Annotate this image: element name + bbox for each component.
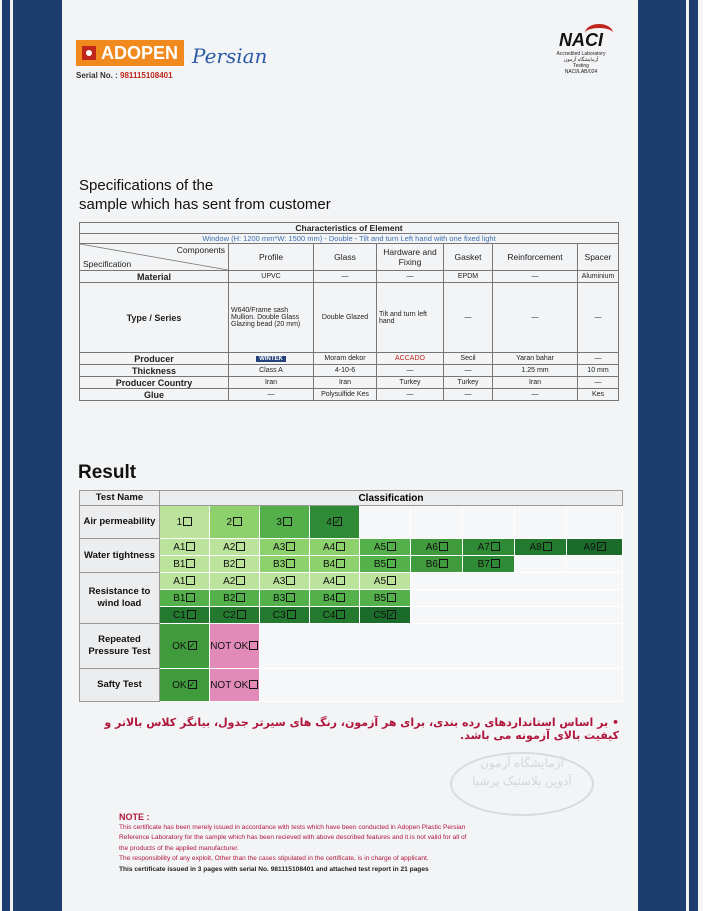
empty-cell [463, 506, 515, 539]
cell: Moram dekor [314, 353, 377, 365]
window-description: Window (H: 1200 mm*W: 1500 mm) - Double - Tilt and turn Left hand with one fixed light [80, 234, 619, 244]
checked-checkbox-icon [597, 542, 606, 551]
checkbox-icon [249, 641, 258, 650]
cell: — [578, 377, 619, 389]
wind-class: B3 [259, 590, 309, 607]
cell: Yaran bahar [493, 353, 578, 365]
empty-cell [411, 506, 463, 539]
wind-class: A1 [159, 573, 209, 590]
air-class-1 [159, 506, 209, 539]
wind-class: B2 [209, 590, 259, 607]
cell: Double Glazed [314, 283, 377, 353]
water-class: B1 [159, 556, 209, 573]
corner-components: Components [176, 245, 225, 255]
cell: 10 mm [578, 365, 619, 377]
row-label: Glue [80, 389, 229, 401]
empty-cell [567, 556, 623, 573]
table-row [80, 283, 619, 353]
row-label: Material [80, 271, 229, 283]
cell: — [493, 271, 578, 283]
spec-title-line1: Specifications of the [79, 177, 214, 194]
water-class: A5 [359, 539, 411, 556]
checkbox-icon [233, 517, 242, 526]
col-gasket: Gasket [444, 244, 493, 271]
safety-test-label: Safty Test [80, 669, 160, 702]
checkbox-icon [183, 517, 192, 526]
spec-title [79, 176, 331, 214]
wind-class: A5 [359, 573, 411, 590]
header-test-name: Test Name [80, 491, 160, 506]
cell: 4-10-6 [314, 365, 377, 377]
naci-swoosh-icon [585, 24, 613, 42]
pressure-ok: OK✓ [159, 624, 209, 669]
wind-class: A3 [259, 573, 309, 590]
lab-stamp [450, 752, 594, 816]
header-classification: Classification [159, 491, 622, 506]
row-label: Producer [80, 353, 229, 365]
safety-row [80, 669, 623, 702]
serial-label: Serial No. : [76, 71, 118, 80]
water-class-checked: A9✓ [567, 539, 623, 556]
adopen-logo [76, 40, 267, 68]
cell: — [578, 353, 619, 365]
water-class: A4 [309, 539, 359, 556]
wintek-logo: WINTEK [256, 356, 286, 362]
naci-line2: آزمایشگاه آزمون [563, 57, 599, 63]
cell: Iran [493, 377, 578, 389]
water-class: A3 [259, 539, 309, 556]
note-title: NOTE : [119, 812, 150, 822]
cell: Iran [314, 377, 377, 389]
air-class-label: 4 [326, 516, 332, 528]
cell: Iran [229, 377, 314, 389]
cell: Turkey [377, 377, 444, 389]
cell: 1.25 mm [493, 365, 578, 377]
water-class: A7 [463, 539, 515, 556]
accado-logo: ACCADO [377, 353, 444, 365]
table-row [80, 389, 619, 401]
stamp-line2: آدوپن پلاستیک پرشیا [472, 774, 572, 788]
serial-value: 981115108401 [120, 71, 173, 80]
row-label: Thickness [80, 365, 229, 377]
wind-class: B1 [159, 590, 209, 607]
characteristics-table [79, 222, 619, 401]
water-class: B2 [209, 556, 259, 573]
wind-class: C3 [259, 607, 309, 624]
wind-class: C4 [309, 607, 359, 624]
empty-cell [359, 506, 411, 539]
checked-checkbox-icon [387, 610, 396, 619]
air-permeability-label: Air permeability [80, 506, 160, 539]
cell: — [377, 389, 444, 401]
col-hardware: Hardware and Fixing [377, 244, 444, 271]
cell: — [493, 283, 578, 353]
water-row-1 [80, 539, 623, 556]
water-class: B3 [259, 556, 309, 573]
adopen-logo-box [76, 40, 184, 66]
water-row-2 [80, 556, 623, 573]
note-line: This certificate has been merely issued in accordance with tests which have been conducted in Adopen Plastic Persian [119, 823, 466, 831]
col-profile: Profile [229, 244, 314, 271]
adopen-mark-icon [82, 46, 96, 60]
wind-class: C1 [159, 607, 209, 624]
stamp-line1: آزمایشگاه آزمون [480, 756, 564, 770]
table-row [80, 377, 619, 389]
checked-checkbox-icon [188, 680, 197, 689]
note-line: This certificate issued in 3 pages with serial No. 981115108401 and attached test report in 21 pages [119, 865, 429, 873]
wind-class: B5 [359, 590, 411, 607]
empty-cell [259, 669, 622, 702]
pressure-not-ok: NOT OK [209, 624, 259, 669]
safety-ok: OK✓ [159, 669, 209, 702]
table-row [80, 271, 619, 283]
cell: — [314, 271, 377, 283]
naci-text: NACI [559, 30, 603, 50]
water-tightness-label: Water tightness [80, 539, 160, 573]
water-class: A1 [159, 539, 209, 556]
cell: Class A [229, 365, 314, 377]
naci-line1: Accredited Laboratory [556, 51, 606, 57]
result-table [79, 490, 623, 702]
cell: W640/Frame sash Mullion. Double Glass Glazing bead (20 mm) [229, 283, 314, 353]
col-reinforcement: Reinforcement [493, 244, 578, 271]
water-class: B6 [411, 556, 463, 573]
empty-cell [567, 506, 623, 539]
row-label: Producer Country [80, 377, 229, 389]
cell: UPVC [229, 271, 314, 283]
pressure-row [80, 624, 623, 669]
air-permeability-row [80, 506, 623, 539]
cell: — [444, 283, 493, 353]
empty-cell [411, 590, 623, 607]
note-line: Reference Laboratory for the sample which has been recieved with above described features and it is not valid for all of [119, 834, 467, 841]
serial-number [76, 71, 173, 80]
safety-not-ok: NOT OK [209, 669, 259, 702]
result-title: Result [78, 462, 137, 483]
wind-class: A4 [309, 573, 359, 590]
air-class-label: 1 [176, 516, 183, 528]
wind-row-2 [80, 590, 623, 607]
cell: — [444, 389, 493, 401]
naci-accreditation-logo [545, 30, 617, 75]
cell: Tilt and turn left hand [377, 283, 444, 353]
right-border-band [638, 0, 698, 911]
water-class: B7 [463, 556, 515, 573]
note-line: The responsibility of any exploit, Other than the cases stipulated in the certificate, is in charge of applicant. [119, 855, 429, 862]
brand-name: ADOPEN [101, 42, 179, 63]
water-class: A2 [209, 539, 259, 556]
cell: Turkey [444, 377, 493, 389]
cell: EPDM [444, 271, 493, 283]
naci-line4: NACI/LAB/024 [564, 69, 598, 75]
wind-class-checked: C5✓ [359, 607, 411, 624]
left-border-band [2, 0, 62, 911]
cell [229, 353, 314, 365]
cell: Polysulfide Kes [314, 389, 377, 401]
checkbox-icon [249, 680, 258, 689]
checked-checkbox-icon [333, 517, 342, 526]
wind-row-1 [80, 573, 623, 590]
table-row [80, 365, 619, 377]
row-label: Type / Series [80, 283, 229, 353]
cell: — [493, 389, 578, 401]
water-class: A8 [515, 539, 567, 556]
air-class-label: 3 [276, 516, 282, 528]
cell: — [377, 365, 444, 377]
corner-specification: Specification [83, 259, 132, 269]
empty-cell [411, 573, 623, 590]
air-class-3 [259, 506, 309, 539]
air-class-2 [209, 506, 259, 539]
wind-class: C2 [209, 607, 259, 624]
empty-cell [411, 607, 623, 624]
air-class-label: 2 [226, 516, 233, 528]
wind-row-3 [80, 607, 623, 624]
cell: Secil [444, 353, 493, 365]
water-class: B4 [309, 556, 359, 573]
spec-title-line2: sample which has sent from customer [79, 196, 331, 213]
pressure-test-label: Repeated Pressure Test [80, 624, 160, 669]
cell: Kes [578, 389, 619, 401]
wind-class: A2 [209, 573, 259, 590]
col-glass: Glass [314, 244, 377, 271]
checked-checkbox-icon [188, 641, 197, 650]
naci-line3: Testing [573, 63, 589, 69]
wind-load-label: Resistance to wind load [80, 573, 160, 624]
empty-cell [259, 624, 622, 669]
cell: — [377, 271, 444, 283]
note-line: the products of the applied manufacturer. [119, 844, 239, 852]
note-section [119, 812, 599, 875]
cell: Aluminium [578, 271, 619, 283]
col-spacer: Spacer [578, 244, 619, 271]
air-class-4 [309, 506, 359, 539]
cell: — [578, 283, 619, 353]
brand-subtitle: Persian [192, 43, 268, 68]
cell: — [444, 365, 493, 377]
corner-cell [80, 244, 229, 271]
table-row [80, 353, 619, 365]
water-class: B5 [359, 556, 411, 573]
cell: — [229, 389, 314, 401]
wind-class: B4 [309, 590, 359, 607]
empty-cell [515, 506, 567, 539]
empty-cell [515, 556, 567, 573]
table-title: Characteristics of Element [80, 223, 619, 234]
checkbox-icon [283, 517, 292, 526]
water-class: A6 [411, 539, 463, 556]
farsi-note: • بر اساس استانداردهای رده بندی، برای هر آزمون، رنگ های سیرتر جدول، بیانگر کلاس بالاتر و کیفیت بالای آزمونه می باشد. [104, 716, 619, 742]
